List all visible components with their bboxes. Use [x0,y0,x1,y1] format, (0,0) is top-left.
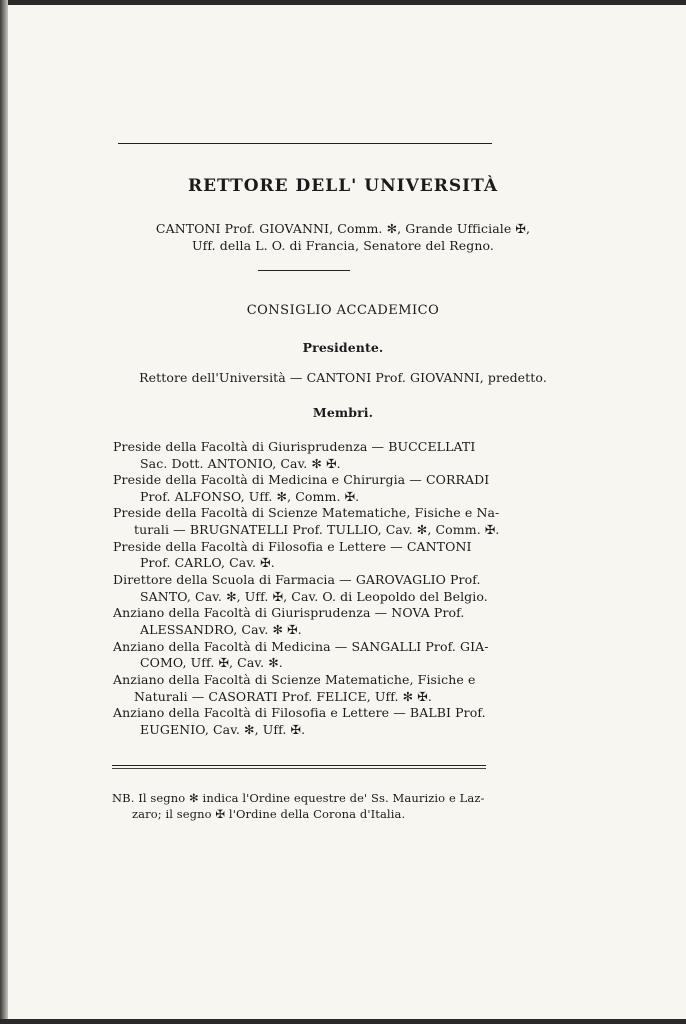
footnote-line-1: NB. Il segno ✻ indica l'Ordine equestre de' Ss. Maurizio e Laz- [112,791,485,805]
page-bottom-edge [0,1019,686,1024]
member-line: Anziano della Facoltà di Filosofia e Lettere — BALBI Prof. [113,705,486,720]
members-heading: Membri. [312,405,374,420]
footnote-line-2: zaro; il segno ✠ l'Ordine della Corona d'Italia. [132,807,406,821]
rector-line-1: CANTONI Prof. GIOVANNI, Comm. ✻, Grande Ufficiale ✠, [155,221,531,236]
member-line: Anziano della Facoltà di Giurisprudenza — NOVA Prof. [113,605,465,620]
member-line: Prof. CARLO, Cav. ✠. [140,555,275,570]
council-heading: CONSIGLIO ACCADEMICO [246,303,440,318]
member-line: ALESSANDRO, Cav. ✻ ✠. [140,622,302,637]
page-top-edge [0,0,686,5]
member-line: Anziano della Facoltà di Medicina — SANGALLI Prof. GIA- [113,639,489,654]
member-line: Naturali — CASORATI Prof. FELICE, Uff. ✻ ✠. [134,689,432,704]
member-line: Sac. Dott. ANTONIO, Cav. ✻ ✠. [140,456,341,471]
bottom-rule [112,765,486,766]
member-line: COMO, Uff. ✠, Cav. ✻. [140,655,283,670]
member-line: SANTO, Cav. ✻, Uff. ✠, Cav. O. di Leopoldo del Belgio. [140,589,488,604]
president-line: Rettore dell'Università — CANTONI Prof. GIOVANNI, predetto. [139,370,547,385]
top-rule [118,143,492,144]
page-left-edge [0,0,8,1024]
rector-line-2: Uff. della L. O. di Francia, Senatore del Regno. [191,238,494,253]
member-line: Preside della Facoltà di Scienze Matematiche, Fisiche e Na- [113,505,500,520]
president-heading: Presidente. [302,340,384,355]
member-line: turali — BRUGNATELLI Prof. TULLIO, Cav. ✻, Comm. ✠. [134,522,500,537]
page-title: RETTORE DELL' UNIVERSITÀ [187,176,499,196]
member-line: Prof. ALFONSO, Uff. ✻, Comm. ✠. [140,489,360,504]
member-line: Preside della Facoltà di Filosofia e Lettere — CANTONI [113,539,472,554]
member-line: Direttore della Scuola di Farmacia — GAROVAGLIO Prof. [113,572,481,587]
member-line: Anziano della Facoltà di Scienze Matematiche, Fisiche e [113,672,476,687]
member-line: Preside della Facoltà di Medicina e Chirurgia — CORRADI [113,472,490,487]
member-line: Preside della Facoltà di Giurisprudenza — BUCCELLATI [113,439,476,454]
short-divider [258,270,350,271]
member-line: EUGENIO, Cav. ✻, Uff. ✠. [140,722,306,737]
